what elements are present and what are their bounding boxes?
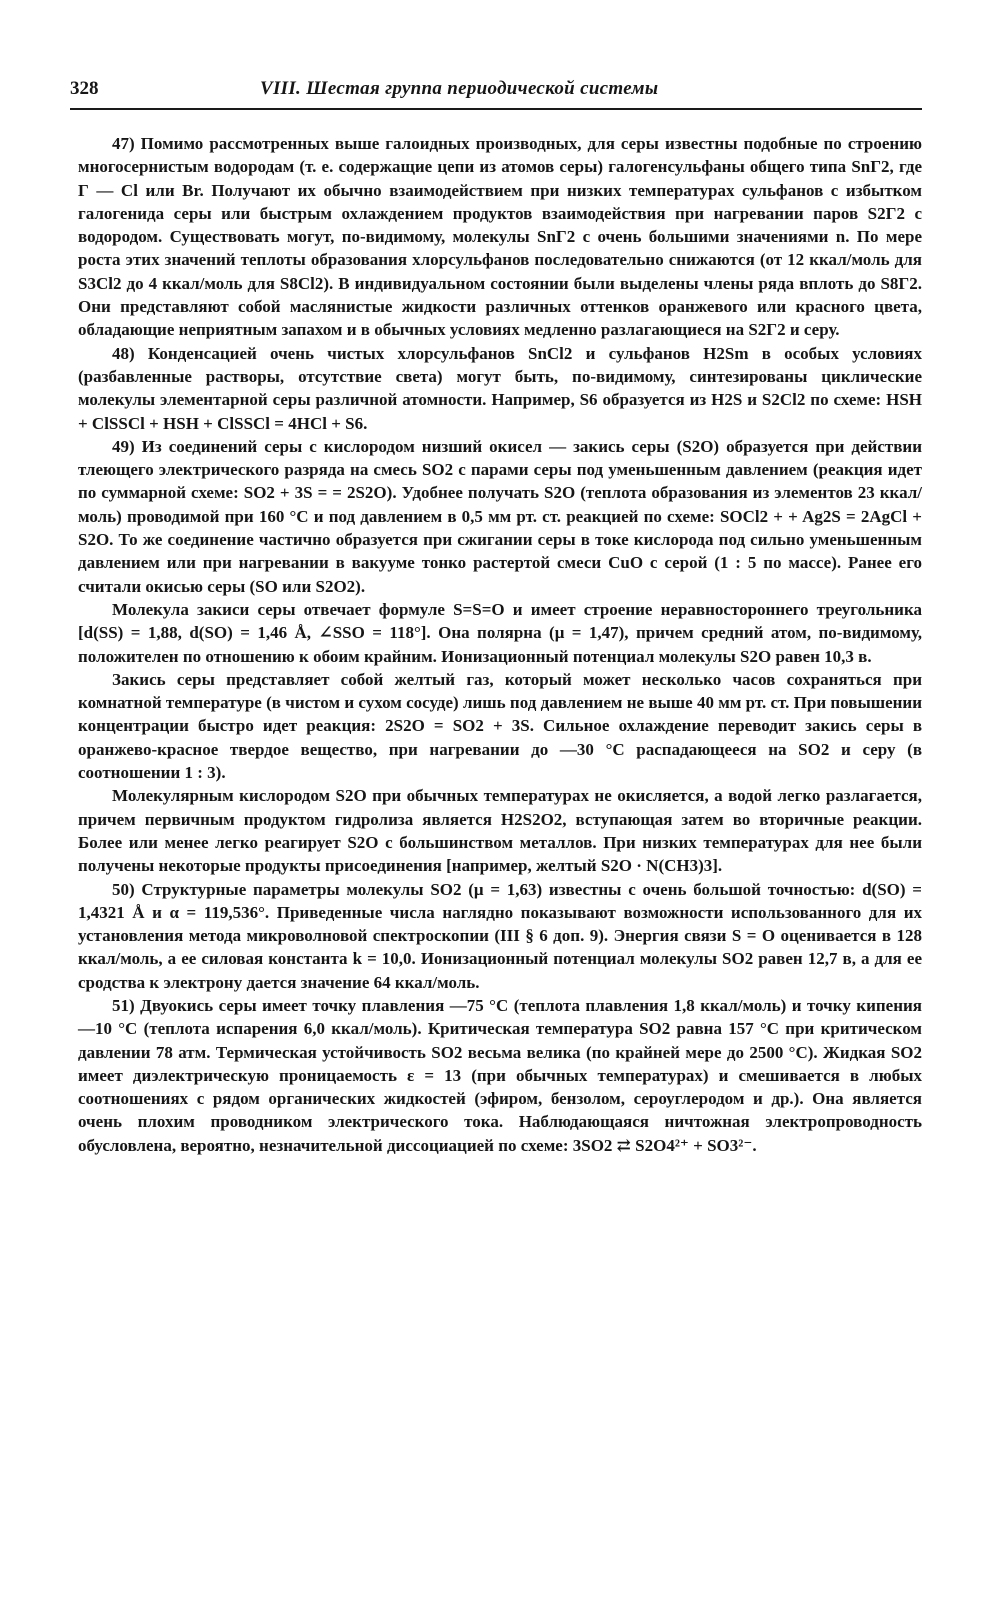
page-body (78, 132, 922, 1157)
paragraph-s2o-structure: Молекула закиси серы отвечает формуле S=S=O и имеет строение неравностороннего треугольника [d(SS) = 1,88, d(SO) = 1,46 Å, ∠SSO = 118°]. Она полярна (μ = 1,47), причем средний атом, по-видимому, положителен по отношению к обоим крайним. Ионизационный потенциал молекулы S2O равен 10,3 в. (78, 599, 922, 666)
running-title: VIII. Шестая группа периодической системы (260, 78, 659, 99)
paragraph-s2o-properties: Закись серы представляет собой желтый газ, который может несколько часов сохраняться при комнатной температуре (в чистом и сухом сосуде) лишь под давлением не выше 40 мм рт. ст. При повышении концентрации быстро идет реакция: 2S2O = SO2 + 3S. Сильное охлаждение переводит закись серы в оранжево-красное твердое вещество, при нагревании до —30 °C распадающееся на SO2 и серу (в соотношении 1 : 3). (78, 669, 922, 783)
paragraph-note-49: 49) Из соединений серы с кислородом низший окисел — закись серы (S2O) образуется при действии тлеющего электрического разряда на смесь SO2 с парами серы под уменьшенным давлением (реакция идет по суммарной схеме: SO2 + 3S = = 2S2O). Удобнее получать S2O (теплота образования из элементов 23 ккал/моль) проводимой при 160 °C и под давлением в 0,5 мм рт. ст. реакцией по схеме: SOCl2 + + Ag2S = 2AgCl + S2O. То же соединение частично образуется при сжигании серы в токе кислорода под сильно уменьшенным давлением или при нагревании в вакууме тонко растертой смеси CuO с серой (1 : 5 по массе). Ранее его считали окисью серы (SO или S2O2). (78, 436, 922, 596)
header-rule (70, 108, 922, 110)
paragraph-note-51: 51) Двуокись серы имеет точку плавления —75 °C (теплота плавления 1,8 ккал/моль) и точку кипения —10 °C (теплота испарения 6,0 ккал/моль). Критическая температура SO2 равна 157 °C при критическом давлении 78 атм. Термическая устойчивость SO2 весьма велика (по крайней мере до 2500 °C). Жидкая SO2 имеет диэлектрическую проницаемость ε = 13 (при обычных температурах) и смешивается в любых соотношениях с рядом органических жидкостей (эфиром, бензолом, сероуглеродом и др.). Она является очень плохим проводником электрического тока. Наблюдающаяся ничтожная электропроводность обусловлена, вероятно, незначительной диссоциацией по схеме: 3SO2 ⇄ S2O4²⁺ + SO3²⁻. (78, 995, 922, 1155)
paragraph-note-48: 48) Конденсацией очень чистых хлорсульфанов SnCl2 и сульфанов H2Sm в особых условиях (разбавленные растворы, отсутствие света) могут быть, по-видимому, синтезированы циклические молекулы элементарной серы различной атомности. Например, S6 образуется из H2S и S2Cl2 по схеме: HSH + ClSSCl + HSH + ClSSCl = 4HCl + S6. (78, 343, 922, 433)
paragraph-note-47: 47) Помимо рассмотренных выше галоидных производных, для серы известны подобные по строению многосернистым водородам (т. е. содержащие цепи из атомов серы) галогенсульфаны общего типа SnГ2, где Г — Cl или Br. Получают их обычно взаимодействием при низких температурах сульфанов с избытком галогенида серы или быстрым охлаждением продуктов взаимодействия при нагревании паров S2Г2 с водородом. Существовать могут, по-видимому, молекулы SnГ2 с очень большими значениями n. По мере роста этих значений теплоты образования хлорсульфанов последовательно снижаются (от 12 ккал/моль для S3Cl2 до 4 ккал/моль для S8Cl2). В индивидуальном состоянии были выделены члены ряда вплоть до S8Г2. Они представляют собой маслянистые жидкости различных оттенков оранжевого или красного цвета, обладающие неприятным запахом и в обычных условиях медленно разлагающиеся на S2Г2 и серу. (78, 134, 922, 340)
paragraph-note-50: 50) Структурные параметры молекулы SO2 (μ = 1,63) известны с очень большой точностью: d(SO) = 1,4321 Å и α = 119,536°. Приведенные числа наглядно показывают возможности использованного для их установления метода микроволновой спектроскопии (III § 6 доп. 9). Энергия связи S = O оценивается в 128 ккал/моль, а ее силовая константа k = 10,0. Ионизационный потенциал молекулы SO2 равен 12,7 в, а для ее сродства к электрону дается значение 64 ккал/моль. (78, 879, 922, 992)
page-number: 328 (70, 78, 99, 99)
paragraph-s2o-reactions: Молекулярным кислородом S2O при обычных температурах не окисляется, а водой легко разлагается, причем первичным продуктом гидролиза является H2S2O2, вступающая затем во вторичные реакции. Более или менее легко реагирует S2O с большинством металлов. При низких температурах для нее были получены некоторые продукты присоединения [например, желтый S2O · N(CH3)3]. (78, 786, 922, 876)
page-header (70, 78, 922, 106)
